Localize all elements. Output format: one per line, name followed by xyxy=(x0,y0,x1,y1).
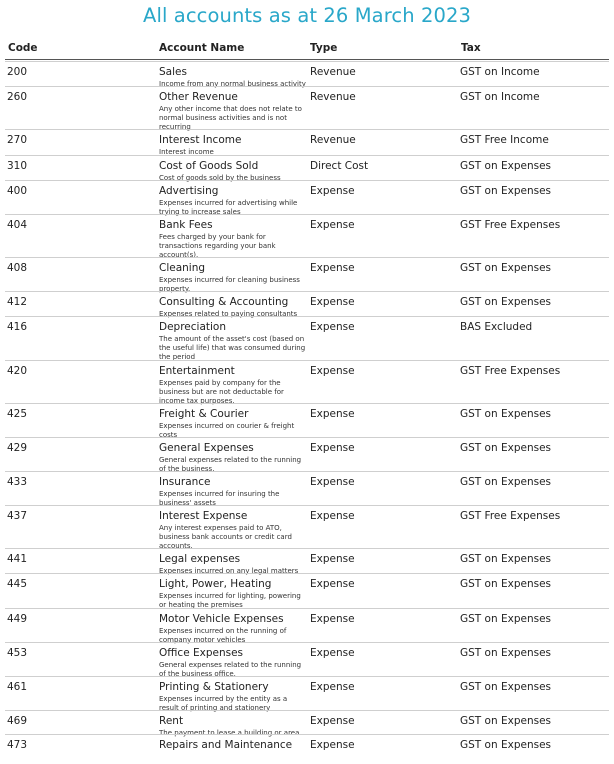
account-type: Expense xyxy=(310,219,355,231)
account-description: Any interest expenses paid to ATO, business bank accounts or credit card accounts. xyxy=(159,524,292,550)
row-divider xyxy=(5,734,609,735)
header-divider xyxy=(5,59,609,60)
account-tax: GST on Income xyxy=(460,66,540,78)
account-name: Insurance xyxy=(159,476,211,488)
account-name: Sales xyxy=(159,66,187,78)
account-tax: GST on Expenses xyxy=(460,160,551,172)
row-divider xyxy=(5,676,609,677)
account-tax: GST on Expenses xyxy=(460,578,551,590)
account-code: 429 xyxy=(7,442,28,454)
account-type: Expense xyxy=(310,185,355,197)
account-type: Expense xyxy=(310,613,355,625)
account-code: 408 xyxy=(7,262,28,274)
account-type: Expense xyxy=(310,739,355,751)
account-description: Expenses incurred for insuring the business' assets xyxy=(159,490,280,507)
column-header-type: Type xyxy=(310,42,338,54)
table-row xyxy=(0,257,614,291)
account-description: General expenses related to the running of the business office. xyxy=(159,661,302,678)
row-divider xyxy=(5,505,609,506)
table-row xyxy=(0,291,614,316)
row-divider xyxy=(5,257,609,258)
column-header-code: Code xyxy=(8,42,38,54)
account-tax: GST on Expenses xyxy=(460,408,551,420)
account-type: Direct Cost xyxy=(310,160,369,172)
account-description: Expenses related to paying consultants xyxy=(159,310,298,318)
row-divider xyxy=(5,180,609,181)
account-code: 437 xyxy=(7,510,28,522)
account-type: Revenue xyxy=(310,91,356,103)
account-description: Expenses paid by company for the business but are not deductable for income tax purposes. xyxy=(159,379,284,405)
account-type: Expense xyxy=(310,715,355,727)
account-description: Expenses incurred on courier & freight costs xyxy=(159,422,295,439)
account-name: Other Revenue xyxy=(159,91,238,103)
account-code: 473 xyxy=(7,739,28,751)
account-tax: GST on Expenses xyxy=(460,715,551,727)
account-type: Expense xyxy=(310,681,355,693)
row-divider xyxy=(5,548,609,549)
row-divider xyxy=(5,316,609,317)
row-divider xyxy=(5,710,609,711)
table-row xyxy=(0,214,614,257)
table-row xyxy=(0,437,614,471)
account-type: Expense xyxy=(310,578,355,590)
account-description: Expenses incurred on the running of company motor vehicles xyxy=(159,627,287,644)
account-description: Income from any normal business activity xyxy=(159,80,306,88)
report-subtitle: All accounts as at 26 March 2023 xyxy=(143,4,471,27)
table-row xyxy=(0,734,614,764)
account-name: Motor Vehicle Expenses xyxy=(159,613,284,625)
table-row xyxy=(0,710,614,737)
account-tax: GST on Expenses xyxy=(460,185,551,197)
account-tax: GST on Expenses xyxy=(460,476,551,488)
table-row xyxy=(0,316,614,360)
row-divider xyxy=(5,608,609,609)
account-tax: GST on Expenses xyxy=(460,296,551,308)
account-tax: GST Free Income xyxy=(460,134,549,146)
row-divider xyxy=(5,86,609,87)
account-description: Cost of goods sold by the business xyxy=(159,174,281,182)
account-tax: GST Free Expenses xyxy=(460,510,561,522)
table-row xyxy=(0,471,614,505)
table-row xyxy=(0,86,614,129)
account-description: General expenses related to the running of the business. xyxy=(159,456,302,473)
table-row xyxy=(0,403,614,437)
row-divider xyxy=(5,471,609,472)
account-code: 270 xyxy=(7,134,28,146)
table-row xyxy=(0,642,614,676)
table-row xyxy=(0,573,614,608)
account-description: The amount of the asset's cost (based on the useful life) that was consumed during the period xyxy=(159,335,306,361)
account-tax: GST Free Expenses xyxy=(460,365,561,377)
account-tax: GST on Expenses xyxy=(460,613,551,625)
account-code: 260 xyxy=(7,91,28,103)
account-name: Interest Expense xyxy=(159,510,248,522)
account-name: Depreciation xyxy=(159,321,226,333)
account-name: Repairs and Maintenance xyxy=(159,739,293,751)
account-type: Revenue xyxy=(310,134,356,146)
row-divider xyxy=(5,291,609,292)
table-row xyxy=(0,608,614,642)
row-divider xyxy=(5,437,609,438)
account-tax: BAS Excluded xyxy=(460,321,533,333)
row-divider xyxy=(5,214,609,215)
account-name: Office Expenses xyxy=(159,647,244,659)
account-name: Rent xyxy=(159,715,184,727)
account-code: 412 xyxy=(7,296,28,308)
account-type: Expense xyxy=(310,365,355,377)
account-tax: GST on Expenses xyxy=(460,262,551,274)
account-name: Consulting & Accounting xyxy=(159,296,289,308)
account-tax: GST on Expenses xyxy=(460,553,551,565)
account-description: Fees charged by your bank for transactions regarding your bank account(s). xyxy=(159,233,276,259)
account-code: 416 xyxy=(7,321,28,333)
account-code: 425 xyxy=(7,408,28,420)
table-row xyxy=(0,61,614,86)
account-name: Printing & Stationery xyxy=(159,681,269,693)
account-name: Light, Power, Heating xyxy=(159,578,272,590)
account-description: Interest income xyxy=(159,148,214,156)
account-tax: GST on Expenses xyxy=(460,647,551,659)
account-name: Interest Income xyxy=(159,134,242,146)
account-code: 310 xyxy=(7,160,28,172)
table-row xyxy=(0,505,614,548)
row-divider xyxy=(5,642,609,643)
account-type: Expense xyxy=(310,647,355,659)
table-row xyxy=(0,548,614,573)
account-code: 453 xyxy=(7,647,28,659)
account-description: Expenses incurred on any legal matters xyxy=(159,567,299,575)
column-header-tax: Tax xyxy=(461,42,481,54)
row-divider xyxy=(5,403,609,404)
account-code: 200 xyxy=(7,66,28,78)
table-row xyxy=(0,180,614,214)
account-description: Expenses incurred for lighting, powering or heating the premises xyxy=(159,592,301,609)
account-description: Expenses incurred for advertising while trying to increase sales xyxy=(159,199,298,216)
row-divider xyxy=(5,129,609,130)
account-code: 469 xyxy=(7,715,28,727)
account-tax: GST on Expenses xyxy=(460,442,551,454)
account-name: Cleaning xyxy=(159,262,206,274)
table-row xyxy=(0,155,614,180)
account-tax: GST on Income xyxy=(460,91,540,103)
account-type: Expense xyxy=(310,296,355,308)
account-code: 404 xyxy=(7,219,28,231)
account-code: 461 xyxy=(7,681,28,693)
account-code: 449 xyxy=(7,613,28,625)
column-header-account-name: Account Name xyxy=(159,42,245,54)
account-tax: GST on Expenses xyxy=(460,681,551,693)
account-name: Legal expenses xyxy=(159,553,241,565)
account-description: Expenses incurred by the entity as a result of printing and stationery xyxy=(159,695,288,712)
row-divider xyxy=(5,155,609,156)
account-name: Advertising xyxy=(159,185,219,197)
account-name: Cost of Goods Sold xyxy=(159,160,259,172)
account-name: Entertainment xyxy=(159,365,235,377)
table-row xyxy=(0,360,614,403)
account-type: Expense xyxy=(310,510,355,522)
account-type: Expense xyxy=(310,408,355,420)
account-name: Freight & Courier xyxy=(159,408,249,420)
account-type: Expense xyxy=(310,476,355,488)
account-description: Expenses incurred for cleaning business property. xyxy=(159,276,300,293)
account-tax: GST on Expenses xyxy=(460,739,551,751)
row-divider xyxy=(5,360,609,361)
account-name: Bank Fees xyxy=(159,219,213,231)
account-code: 441 xyxy=(7,553,28,565)
account-type: Expense xyxy=(310,442,355,454)
row-divider xyxy=(5,573,609,574)
account-code: 445 xyxy=(7,578,28,590)
account-description: The payment to lease a building or area. xyxy=(159,729,302,737)
account-code: 433 xyxy=(7,476,28,488)
table-row xyxy=(0,676,614,710)
account-type: Expense xyxy=(310,262,355,274)
table-row xyxy=(0,129,614,155)
row-divider xyxy=(5,61,609,62)
account-type: Revenue xyxy=(310,66,356,78)
account-code: 420 xyxy=(7,365,28,377)
account-name: General Expenses xyxy=(159,442,254,454)
account-tax: GST Free Expenses xyxy=(460,219,561,231)
account-description: Any other income that does not relate to normal business activities and is not recurring xyxy=(159,105,302,131)
account-type: Expense xyxy=(310,553,355,565)
account-type: Expense xyxy=(310,321,355,333)
account-code: 400 xyxy=(7,185,28,197)
